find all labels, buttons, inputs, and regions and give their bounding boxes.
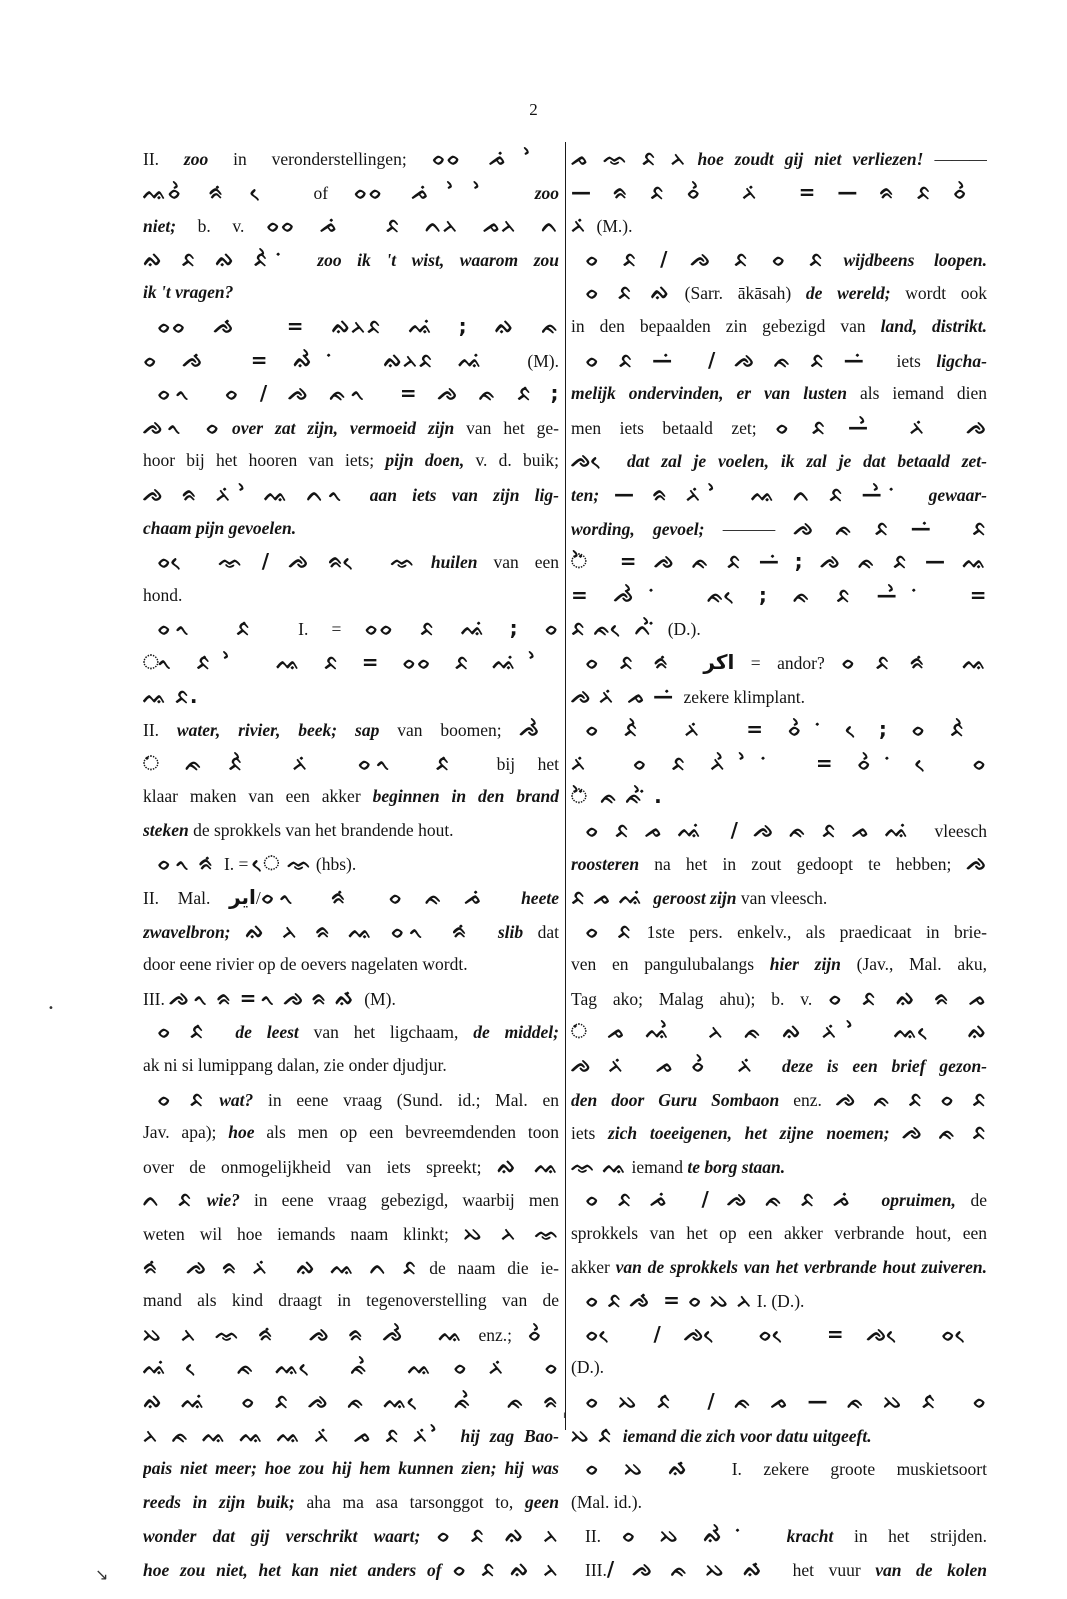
right-column bbox=[571, 142, 987, 1587]
batak-script-text: ᨇ ᨂ ᨎ ᨑ ᨗ ᨌ ᨑ ᨌ ᨛ ᨕ bbox=[143, 1321, 463, 1346]
batak-script-text: ᨙ ᨎ bbox=[252, 851, 312, 876]
italic-gloss: melijk ondervinden, er van lusten bbox=[571, 383, 848, 404]
right-column-line bbox=[571, 545, 987, 579]
text-run: III. bbox=[585, 1559, 607, 1580]
batak-script-text: ᨔ ᨅ ᨁ ᨂ bbox=[436, 1523, 559, 1548]
right-column-line bbox=[571, 1519, 987, 1553]
italic-gloss: zich toeeigenen, het zijne noemen; bbox=[607, 1123, 890, 1144]
right-column-line bbox=[571, 1553, 987, 1587]
text-run: de sprokkels van het brandende hout. bbox=[188, 819, 454, 840]
italic-gloss: de wereld; bbox=[805, 283, 891, 304]
text-run: in het strijden. bbox=[833, 1526, 987, 1547]
batak-script-text: ᨔᨔ ᨌ ᨗ = ᨁᨂᨅ ᨕ ᨗ; ᨁ ᨃ bbox=[157, 313, 559, 338]
batak-script-text: ᨂ ᨗ ᨔ ᨅ ᨂ ᨛ ᨛ ᨗ = ᨔ ᨛ ᨗ ᨙ ᨔ bbox=[571, 750, 987, 775]
italic-gloss: wording, gevoel; bbox=[571, 518, 705, 539]
italic-gloss: land, distrikt. bbox=[880, 315, 987, 336]
batak-script-text: ᨔ ᨛ bbox=[527, 1321, 559, 1346]
italic-gloss: te borg staan. bbox=[687, 1156, 786, 1177]
text-run: Jav. apa); bbox=[143, 1122, 229, 1143]
text-run bbox=[687, 653, 703, 673]
right-column-line bbox=[571, 176, 987, 210]
left-column-line bbox=[143, 1284, 559, 1318]
text-run: hoor bij het hooren van iets; bbox=[143, 450, 386, 471]
italic-gloss: heete bbox=[502, 888, 559, 909]
right-column-line bbox=[571, 847, 987, 881]
left-column-line bbox=[143, 1486, 559, 1520]
italic-gloss: pais niet meer; hoe zou hij hem kunnen zien; hij was bbox=[143, 1458, 559, 1479]
italic-gloss: ligcha- bbox=[936, 350, 987, 371]
batak-script-text: ᨔ ᨚ ᨑ ᨗ bbox=[157, 851, 220, 876]
text-run bbox=[890, 1123, 903, 1143]
left-column-line bbox=[143, 881, 559, 915]
left-column-line bbox=[143, 1351, 559, 1385]
italic-gloss: sap bbox=[355, 720, 380, 741]
batak-script-text: ᨔ ᨇ ᨁ ᨛ ᨗ bbox=[621, 1523, 767, 1548]
stray-mark: • bbox=[48, 1003, 54, 1014]
left-column-line bbox=[143, 915, 559, 949]
left-column-line bbox=[143, 512, 559, 546]
batak-script-text: ᨔᨔ ᨍ ᨗ ᨅ ᨈᨂ ᨍᨂ ᨈ bbox=[265, 213, 559, 238]
batak-script-text: — ᨑ ᨂ ᨗ ᨛ ᨕ ᨈ ᨅ — ᨛ ᨗ bbox=[613, 481, 914, 506]
left-column-line bbox=[143, 142, 559, 176]
italic-gloss: hier zijn bbox=[769, 954, 841, 975]
text-run: (Sarr. ākāsah) bbox=[669, 283, 806, 304]
stray-mark: ı bbox=[563, 1410, 566, 1421]
italic-gloss: over zat zijn, vermoeid zijn bbox=[220, 417, 455, 438]
batak-script-text: ᨗ ᨍ ᨕ ᨛ ᨂ ᨃ ᨁ ᨂ ᨗ ᨛ ᨕ ᨙ ᨁ bbox=[571, 1019, 987, 1044]
left-column-line bbox=[143, 209, 559, 243]
italic-gloss: steken bbox=[143, 819, 189, 840]
text-run: van een bbox=[477, 552, 559, 573]
italic-gloss: wat? bbox=[204, 1089, 254, 1110]
batak-script-text: ᨕᨔ ᨛᨑ ᨗ ᨙ bbox=[143, 179, 289, 204]
right-column-line bbox=[571, 579, 987, 613]
batak-script-text: ᨔ ᨅ ᨁ ᨑ ᨍ bbox=[828, 985, 987, 1010]
text-run: enz.; bbox=[462, 1324, 528, 1345]
text-run: II. bbox=[143, 720, 177, 741]
left-column-line bbox=[143, 1217, 559, 1251]
text-run: mand als kind draagt in tegenoverstelling van de bbox=[143, 1290, 559, 1311]
batak-script-text: ᨌ ᨚ ᨔ bbox=[143, 414, 221, 439]
text-run bbox=[442, 1560, 453, 1580]
text-run: (hbs). bbox=[311, 854, 357, 875]
text-run: zekere klimplant. bbox=[679, 686, 806, 707]
italic-gloss: den door Guru Sombaon bbox=[571, 1089, 780, 1110]
text-run: hond. bbox=[143, 584, 183, 605]
left-column-line bbox=[143, 1318, 559, 1352]
right-column-line bbox=[571, 1385, 987, 1419]
batak-script-text: ᨇ ᨅ ᨗ bbox=[571, 1422, 619, 1447]
left-column-line bbox=[143, 646, 559, 680]
batak-script-text: ᨔ ᨙ / ᨌ ᨙ ᨔ ᨙ = ᨌ ᨙ ᨔ ᨙ bbox=[585, 1321, 987, 1346]
text-run: (Jav., Mal. aku, bbox=[840, 954, 987, 975]
italic-gloss: van de kolen bbox=[875, 1559, 987, 1580]
batak-script-text: ᨔ ᨅ ᨗ bbox=[157, 1019, 221, 1044]
batak-script-text: ᨌ ᨚ ᨑ = ᨚ ᨌ ᨑ ᨁ ᨗ bbox=[169, 985, 360, 1010]
batak-script-text: ᨗ ᨃ ᨅ ᨛ ᨂ ᨗ ᨔ ᨚ ᨅ ᨗ bbox=[143, 750, 475, 775]
italic-gloss: zoo bbox=[509, 182, 559, 203]
left-column-line bbox=[143, 982, 559, 1016]
text-run: ——— bbox=[923, 149, 987, 169]
italic-gloss: hoe bbox=[228, 1122, 255, 1143]
batak-script-text: ᨅ ᨍ ᨕ ᨗ bbox=[571, 885, 649, 910]
text-run: van het ge- bbox=[454, 417, 559, 438]
right-column-line bbox=[571, 1318, 987, 1352]
left-column-line bbox=[143, 444, 559, 478]
batak-script-text: ᨔ ᨇ ᨅ ᨗ / ᨃ ᨍ — ᨃ ᨇ ᨅ ᨗ ᨔ bbox=[585, 1388, 987, 1413]
batak-script-text: ᨁ ᨂ ᨑ ᨕ ᨔ ᨚ ᨑ ᨗ bbox=[244, 918, 484, 943]
batak-script-text: ᨑ ᨗ ᨌ ᨑ ᨂ ᨗ ᨁ ᨕ ᨈ ᨅ bbox=[143, 1254, 418, 1279]
left-column-line bbox=[143, 276, 559, 310]
batak-script-text: ᨔ ᨅ — ᨗ / ᨌ ᨃ ᨅ — ᨗ bbox=[585, 347, 881, 372]
right-column-line bbox=[571, 411, 987, 445]
left-column-line bbox=[143, 478, 559, 512]
italic-gloss: de middel; bbox=[473, 1022, 559, 1043]
batak-script-text: ᨂ ᨗ bbox=[571, 213, 593, 238]
text-run: akker bbox=[571, 1256, 616, 1277]
text-run bbox=[337, 720, 355, 740]
right-column-line bbox=[571, 881, 987, 915]
batak-script-text: ᨔ ᨅ bbox=[585, 918, 633, 943]
text-run: als men op een bevreemdenden toon bbox=[254, 1122, 559, 1143]
left-column-line bbox=[143, 1150, 559, 1184]
right-column-line bbox=[571, 1049, 987, 1083]
text-run: II. bbox=[143, 149, 184, 169]
left-column-line bbox=[143, 176, 559, 210]
text-run: over de onmogelijkheid van iets spreekt; bbox=[143, 1156, 497, 1177]
batak-script-text: ᨔ ᨅ bbox=[157, 1086, 205, 1111]
text-run: v. d. buik; bbox=[464, 450, 559, 471]
batak-script-text: ᨛ ᨗ = ᨌ ᨃ ᨅ — ᨗ; ᨌ ᨃ ᨅ — ᨕ bbox=[571, 549, 987, 574]
left-column-line bbox=[143, 1015, 559, 1049]
italic-gloss: hoe zoudt gij niet verliezen! bbox=[686, 149, 924, 169]
batak-script-text: ᨔ ᨚ ᨅ ᨗ bbox=[157, 616, 276, 641]
batak-script-text: = ᨌ ᨛ ᨗ ᨃ ᨙ; ᨃ ᨅ — ᨛ ᨗ = bbox=[571, 582, 987, 607]
text-run: de naam die ie- bbox=[417, 1257, 559, 1278]
right-column-line bbox=[571, 512, 987, 546]
text-run: wordt ook bbox=[890, 283, 987, 304]
italic-gloss: pijn doen, bbox=[385, 450, 465, 471]
left-column-line bbox=[143, 1419, 559, 1453]
text-run: III. bbox=[143, 988, 170, 1009]
italic-gloss: wonder dat gij verschrikt waart; bbox=[143, 1526, 421, 1547]
batak-script-text: ᨈ ᨅ bbox=[143, 1187, 193, 1212]
italic-gloss: kracht bbox=[766, 1526, 834, 1547]
text-run: vleesch bbox=[922, 820, 987, 841]
italic-gloss: wie? bbox=[192, 1190, 240, 1211]
batak-script-text: ᨔᨔ ᨍ ᨗ ᨛ ᨛ bbox=[353, 179, 510, 204]
batak-script-text: ᨁ ᨕ bbox=[496, 1153, 559, 1178]
text-run: (M). bbox=[505, 350, 559, 371]
batak-script-text: ᨌ ᨑ ᨂ ᨗ ᨛᨕ ᨈ ᨚ bbox=[143, 481, 355, 506]
right-column-line bbox=[571, 680, 987, 714]
batak-script-text: ᨔ ᨙ ᨎ / ᨌ ᨑ ᨙ ᨎ bbox=[157, 549, 415, 574]
column-divider bbox=[565, 142, 566, 1430]
text-run: 1ste pers. enkelv., als praedicaat in brie- bbox=[632, 921, 987, 942]
left-column-line bbox=[143, 411, 559, 445]
left-column-line bbox=[143, 847, 559, 881]
batak-script-text: ᨁ ᨅ ᨁ ᨅ ᨛ ᨗ bbox=[143, 246, 302, 271]
batak-script-text: ᨔ ᨇ ᨁ ᨗ bbox=[585, 1456, 711, 1481]
text-run: (M.). bbox=[592, 216, 633, 237]
right-column-line bbox=[571, 1183, 987, 1217]
text-run: ak ni si lumippang dalan, zie onder djudjur. bbox=[143, 1055, 447, 1076]
text-run: ven en pangulubalangs bbox=[571, 954, 770, 975]
batak-script-text: ᨔ ᨅ ᨛ ᨂ ᨗ = ᨔ ᨛ ᨗ ᨙ; ᨔ ᨅ ᨛ bbox=[585, 717, 987, 742]
right-column-line bbox=[571, 814, 987, 848]
italic-gloss: chaam pijn gevoelen. bbox=[143, 517, 297, 538]
text-run bbox=[231, 922, 245, 942]
page-number: 2 bbox=[529, 100, 538, 119]
right-column-line bbox=[571, 310, 987, 344]
left-column-line bbox=[143, 545, 559, 579]
italic-gloss: beginnen in den brand bbox=[372, 786, 559, 807]
right-column-line bbox=[571, 377, 987, 411]
text-run: / bbox=[255, 888, 261, 909]
right-column-line bbox=[571, 142, 987, 176]
italic-gloss: hoe zou niet, het kan niet anders of bbox=[143, 1559, 442, 1580]
italic-gloss: aan iets van zijn lig- bbox=[354, 484, 559, 505]
right-column-line bbox=[571, 444, 987, 478]
right-column-line bbox=[571, 780, 987, 814]
right-column-line bbox=[571, 1486, 987, 1520]
text-run: I. = bbox=[275, 619, 365, 640]
italic-gloss: opruimen, bbox=[866, 1190, 956, 1211]
batak-script-text: ᨔ ᨅ ᨌ ᨗ = ᨔ ᨇ ᨂ bbox=[585, 1288, 753, 1313]
batak-script-text: ᨔᨔ ᨍ ᨗ ᨛ bbox=[431, 146, 559, 170]
right-column-line bbox=[571, 948, 987, 982]
text-run: aha ma asa tarsonggot to, bbox=[294, 1491, 525, 1512]
text-run: I. (D.). bbox=[752, 1291, 805, 1312]
batak-script-text: ᨛ ᨗ ᨃ ᨃ ᨛ ᨗ. bbox=[571, 784, 663, 809]
text-run: klaar maken van een akker bbox=[143, 786, 373, 807]
right-column-line bbox=[571, 243, 987, 277]
right-column-line bbox=[571, 1452, 987, 1486]
left-column-line bbox=[143, 1183, 559, 1217]
right-column-line bbox=[571, 276, 987, 310]
left-column-line bbox=[143, 1251, 559, 1285]
right-column-line bbox=[571, 915, 987, 949]
text-run: iemand bbox=[627, 1156, 688, 1177]
text-run: men iets betaald zet; bbox=[571, 417, 776, 438]
text-run: enz. bbox=[779, 1089, 836, 1110]
batak-script-text: اير bbox=[229, 885, 256, 910]
left-column-line bbox=[143, 1385, 559, 1419]
left-column-line bbox=[143, 1452, 559, 1486]
text-run: = andor? bbox=[734, 652, 842, 673]
italic-gloss: roosteren bbox=[571, 854, 640, 875]
text-run bbox=[599, 485, 614, 505]
left-column-line bbox=[143, 344, 559, 378]
right-column-line bbox=[571, 344, 987, 378]
right-column-line bbox=[571, 747, 987, 781]
italic-gloss: geroost zijn bbox=[648, 888, 737, 909]
text-run: I. zekere groote muskietsoort bbox=[710, 1459, 987, 1480]
batak-script-text: ᨌ ᨂ ᨗ ᨍ ᨔ ᨛ ᨂ ᨗ bbox=[571, 1053, 769, 1078]
text-run: II. Mal. bbox=[143, 888, 230, 909]
batak-script-text: ᨔ ᨅ ᨁ bbox=[585, 280, 670, 305]
batak-script-text: ᨁ ᨕ ᨗ ᨔ ᨅ ᨌ ᨃ ᨕ ᨙ ᨃ ᨛ ᨃ ᨑ bbox=[143, 1388, 559, 1413]
italic-gloss: ik 't vragen? bbox=[143, 282, 234, 303]
italic-gloss: van de sprokkels van het verbrande hout zuiveren. bbox=[615, 1256, 987, 1277]
left-column-line bbox=[143, 1116, 559, 1150]
left-column-line bbox=[143, 612, 559, 646]
text-run: I. = bbox=[219, 854, 253, 875]
batak-script-text: ᨕ ᨅ. bbox=[143, 683, 198, 708]
text-run bbox=[420, 1526, 436, 1546]
batak-script-text: ᨌ ᨃ ᨅ ᨔ ᨅ bbox=[835, 1086, 987, 1111]
left-column-line bbox=[143, 780, 559, 814]
italic-gloss: niet; bbox=[143, 216, 177, 237]
batak-script-text: ᨌ ᨛ bbox=[519, 717, 559, 742]
batak-script-text: ᨌ ᨙ bbox=[571, 448, 616, 473]
batak-script-text: ᨔ ᨅ — ᨛ ᨂ ᨗ ᨌ bbox=[775, 414, 987, 439]
left-column-line bbox=[143, 1083, 559, 1117]
left-column-line bbox=[143, 310, 559, 344]
text-run: iets bbox=[880, 350, 937, 371]
batak-script-text: ᨔ ᨅ ᨑ ᨗ bbox=[585, 649, 687, 674]
batak-script-text: / ᨌ ᨃ ᨇ ᨁ ᨗ bbox=[606, 1556, 779, 1581]
right-column-line bbox=[571, 1351, 987, 1385]
batak-script-text: ᨔ ᨅ ᨁ ᨂ bbox=[452, 1556, 559, 1581]
batak-script-text: ᨔ ᨚ ᨑ ᨗ ᨔ ᨃ ᨍ ᨗ bbox=[260, 885, 503, 910]
text-run: in veronderstellingen; bbox=[208, 149, 432, 169]
text-run: in den bepaalden zin gebezigd van bbox=[571, 315, 881, 336]
text-run: van vleesch. bbox=[736, 888, 828, 909]
text-run: dat bbox=[523, 921, 559, 942]
left-column-line bbox=[143, 377, 559, 411]
left-column-line bbox=[143, 579, 559, 613]
right-column-line bbox=[571, 1284, 987, 1318]
left-column-line bbox=[143, 243, 559, 277]
batak-script-text: ᨌ bbox=[966, 851, 987, 876]
italic-gloss: dat zal je voelen, ik zal je dat betaald zet- bbox=[615, 451, 987, 472]
right-column-line bbox=[571, 1015, 987, 1049]
batak-script-text: ᨎ ᨕ bbox=[571, 1153, 628, 1178]
batak-script-text: ᨔ ᨅ ᨍ ᨗ / ᨌ ᨃ ᨅ ᨍ ᨗ bbox=[585, 1187, 867, 1212]
text-run: van het ligchaam, bbox=[298, 1022, 474, 1043]
right-column-line bbox=[571, 1083, 987, 1117]
right-column-line bbox=[571, 209, 987, 243]
left-column-line bbox=[143, 1519, 559, 1553]
text-run: (D.). bbox=[663, 619, 701, 640]
batak-script-text: ᨔ ᨅ ᨍ ᨕ ᨗ / ᨌ ᨃ ᨅ ᨍ ᨕ ᨗ bbox=[585, 817, 923, 842]
text-run: na het in zout gedoopt te hebben; bbox=[639, 854, 967, 875]
left-column-line bbox=[143, 1553, 559, 1587]
text-run: Tag ako; Malag ahu); b. v. bbox=[571, 988, 829, 1009]
italic-gloss: iemand die zich voor datu uitgeeft. bbox=[618, 1425, 872, 1446]
text-run: in eene vraag gebezigd, waarbij men bbox=[239, 1190, 559, 1211]
text-run: het vuur bbox=[778, 1559, 876, 1580]
italic-gloss: deze is een brief gezon- bbox=[768, 1056, 987, 1077]
batak-script-text: ᨌ ᨃ ᨅ bbox=[902, 1120, 987, 1145]
batak-script-text: ᨇ ᨂ ᨎ bbox=[463, 1221, 559, 1245]
right-column-line bbox=[571, 1251, 987, 1285]
stray-mark: ↘ bbox=[95, 1565, 109, 1584]
batak-script-text: ᨌ ᨂ ᨗ ᨍ — ᨗ bbox=[571, 683, 680, 708]
italic-gloss: zoo ik 't wist, waarom zou bbox=[301, 249, 559, 270]
text-run: (D.). bbox=[571, 1357, 605, 1378]
text-run: b. v. bbox=[176, 216, 266, 237]
batak-script-text: — ᨑ ᨅ ᨔ ᨛ ᨂ ᨗ = — ᨑ ᨅ ᨔ ᨛ bbox=[571, 179, 987, 204]
left-column-line bbox=[143, 747, 559, 781]
text-run: of bbox=[288, 182, 354, 203]
text-run: in eene vraag (Sund. id.; Mal. en bbox=[253, 1089, 559, 1110]
italic-gloss: gewaar- bbox=[913, 484, 987, 505]
batak-script-text: ᨔᨔ ᨅ ᨕ ᨗ; ᨔ bbox=[364, 616, 559, 641]
text-run: II. bbox=[585, 1526, 622, 1547]
right-column-line bbox=[571, 713, 987, 747]
right-column-line bbox=[571, 612, 987, 646]
text-run: bij het bbox=[474, 753, 559, 774]
text-run: sprokkels van het op een akker verbrande hout, een bbox=[571, 1223, 987, 1243]
batak-script-text: ᨚ ᨅ ᨗ ᨛ ᨕ ᨅ = ᨔᨔ ᨅ ᨕ ᨗ ᨛ bbox=[143, 649, 559, 674]
batak-script-text: ᨍ ᨎ ᨅ ᨂ bbox=[571, 146, 687, 170]
italic-gloss: huilen bbox=[414, 552, 478, 573]
italic-gloss: ten; bbox=[571, 484, 600, 505]
text-run: weten wil hoe iemands naam klinkt; bbox=[143, 1224, 464, 1244]
batak-script-text: ᨅ ᨃ ᨙ ᨈ ᨛ ᨗ bbox=[571, 616, 664, 641]
right-column-line bbox=[571, 478, 987, 512]
right-column-line bbox=[571, 1217, 987, 1251]
italic-gloss: zwavelbron; bbox=[143, 921, 231, 942]
text-run: van boomen; bbox=[379, 720, 520, 741]
italic-gloss: slib bbox=[483, 921, 524, 942]
italic-gloss: hij zag Bao- bbox=[450, 1425, 559, 1446]
text-run: iets bbox=[571, 1123, 608, 1144]
italic-gloss: water, rivier, beek; bbox=[176, 720, 338, 741]
batak-script-text: ᨔ ᨚ ᨔ / ᨌ ᨃ ᨚ = ᨌ ᨃ ᨅ ᨗ; bbox=[157, 381, 559, 406]
batak-script-text: اكر bbox=[703, 649, 735, 674]
batak-script-text: ᨔ ᨌ ᨗ = ᨁ ᨛ ᨗ ᨁᨂᨅ ᨕ ᨗ bbox=[143, 347, 506, 372]
text-run: door eene rivier op de oevers nagelaten wordt. bbox=[143, 954, 468, 975]
batak-script-text: ᨔ ᨅ / ᨌ ᨅ ᨔ ᨅ bbox=[585, 246, 824, 271]
italic-gloss: de leest bbox=[220, 1022, 299, 1043]
batak-script-text: ᨕ ᨗ ᨙ ᨃ ᨕ ᨙ ᨃ ᨛ ᨕ ᨔ ᨂ ᨗ ᨔ bbox=[143, 1355, 559, 1380]
italic-gloss: wijdbeens loopen. bbox=[823, 249, 987, 270]
right-column-line bbox=[571, 982, 987, 1016]
batak-script-text: ᨌ ᨃ ᨅ — ᨗ ᨅ bbox=[793, 515, 987, 540]
left-column bbox=[143, 142, 559, 1587]
text-run: als iemand dien bbox=[847, 383, 987, 404]
text-run: de bbox=[955, 1190, 987, 1211]
text-run: (Mal. id.). bbox=[571, 1491, 642, 1512]
right-column-line bbox=[571, 1150, 987, 1184]
left-column-line bbox=[143, 814, 559, 848]
text-run: ——— bbox=[704, 518, 794, 539]
text-run: (M). bbox=[359, 988, 396, 1009]
italic-gloss: zoo bbox=[183, 149, 209, 169]
right-column-line bbox=[571, 646, 987, 680]
right-column-line bbox=[571, 1116, 987, 1150]
batak-script-text: ᨔ ᨅ ᨑ ᨗ ᨕ bbox=[841, 649, 987, 674]
left-column-line bbox=[143, 713, 559, 747]
italic-gloss: reeds in zijn buik; bbox=[143, 1491, 295, 1512]
left-column-line bbox=[143, 948, 559, 982]
left-column-line bbox=[143, 1049, 559, 1083]
italic-gloss: geen bbox=[524, 1491, 559, 1512]
batak-script-text: ᨂ ᨃ ᨕ ᨕ ᨕ ᨂ ᨗ ᨍ ᨅ ᨂ ᨗ ᨛ bbox=[143, 1422, 451, 1447]
left-column-line bbox=[143, 680, 559, 714]
right-column-line bbox=[571, 1419, 987, 1453]
